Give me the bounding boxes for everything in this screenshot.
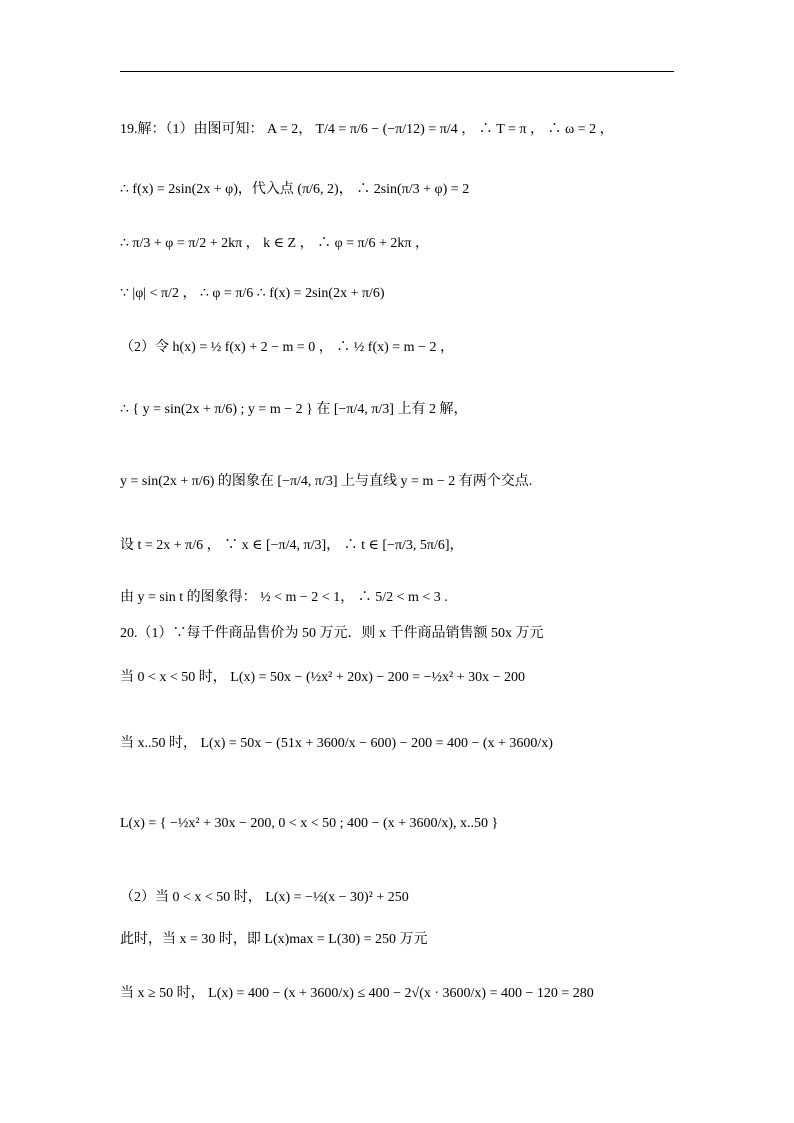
text-line-3: ∴ π/3 + φ = π/2 + 2kπ ， k ∈ Z ， ∴ φ = π/6 + 2kπ ， (120, 236, 429, 251)
text-line-1: 19.解：（1）由图可知： A = 2， T/4 = π/6 − (−π/12) = π/4 ， ∴ T = π ， ∴ ω = 2 ， (120, 122, 614, 137)
text-line-15: 此时，当 x = 30 时，即 L(x)max = L(30) = 250 万元 (120, 932, 428, 947)
text-line-5: （2）令 h(x) = ½ f(x) + 2 − m = 0 ， ∴ ½ f(x) = m − 2 ， (120, 340, 454, 355)
text-line-11: 当 0 < x < 50 时， L(x) = 50x − (½x² + 20x) − 200 = −½x² + 30x − 200 (120, 670, 526, 685)
text-line-14: （2）当 0 < x < 50 时， L(x) = −½(x − 30)² + 250 (120, 890, 409, 905)
text-line-16: 当 x ≥ 50 时， L(x) = 400 − (x + 3600/x) ≤ 400 − 2√(x · 3600/x) = 400 − 120 = 280 (120, 986, 594, 1001)
text-line-13: L(x) = { −½x² + 30x − 200, 0 < x < 50 ; 400 − (x + 3600/x), x..50 } (120, 816, 499, 831)
text-line-2: ∴ f(x) = 2sin(2x + φ)，代入点 (π/6, 2)， ∴ 2sin(π/3 + φ) = 2 (120, 182, 470, 197)
text-line-10: 20.（1）∵每千件商品售价为 50 万元．则 x 千件商品销售额 50x 万元 (120, 626, 544, 641)
text-line-6: ∴ { y = sin(2x + π/6) ; y = m − 2 } 在 [−π/4, π/3] 上有 2 解， (120, 402, 468, 417)
text-line-7: y = sin(2x + π/6) 的图象在 [−π/4, π/3] 上与直线 y = m − 2 有两个交点. (120, 474, 533, 489)
text-line-9: 由 y = sin t 的图象得： ½ < m − 2 < 1， ∴ 5/2 < m < 3 . (120, 590, 448, 605)
text-line-8: 设 t = 2x + π/6 ， ∵ x ∈ [−π/4, π/3]， ∴ t ∈ [−π/3, 5π/6]， (120, 538, 464, 553)
text-line-4: ∵ |φ| < π/2 ， ∴ φ = π/6 ∴ f(x) = 2sin(2x + π/6) (120, 286, 385, 301)
header-rule (120, 71, 674, 72)
text-line-12: 当 x..50 时， L(x) = 50x − (51x + 3600/x − 600) − 200 = 400 − (x + 3600/x) (120, 736, 553, 751)
